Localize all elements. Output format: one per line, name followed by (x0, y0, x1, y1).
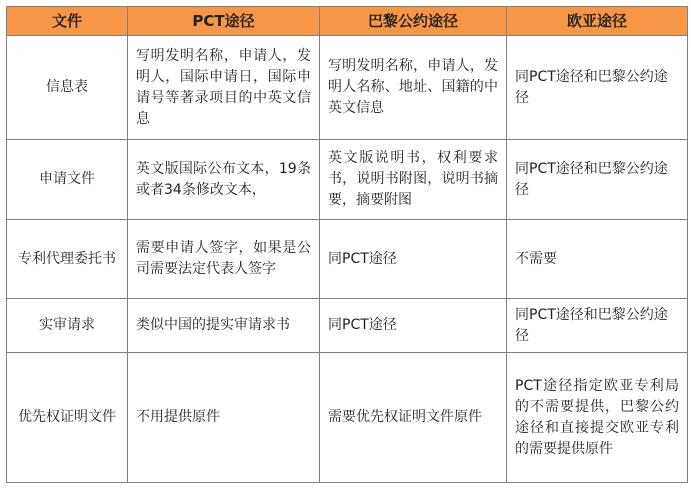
table-header-row (7, 7, 688, 36)
cell-paris: 同PCT途径 (320, 299, 507, 353)
cell-paris: 同PCT途径 (320, 220, 507, 299)
cell-document: 信息表 (7, 36, 128, 140)
cell-pct: 不用提供原件 (128, 353, 320, 483)
header-paris-route: 巴黎公约途径 (320, 7, 507, 36)
cell-eurasia: 同PCT途径和巴黎公约途径 (507, 299, 688, 353)
table-row (7, 299, 688, 353)
cell-document: 优先权证明文件 (7, 353, 128, 483)
cell-paris: 写明发明名称，申请人，发明人名称、地址、国籍的中英文信息 (320, 36, 507, 140)
header-eurasia-route: 欧亚途径 (507, 7, 688, 36)
table-row (7, 353, 688, 483)
cell-pct: 写明发明名称，申请人，发明人，国际申请日，国际申请号等著录项目的中英文信息 (128, 36, 320, 140)
cell-eurasia: 同PCT途径和巴黎公约途径 (507, 36, 688, 140)
cell-pct: 类似中国的提实审请求书 (128, 299, 320, 353)
cell-eurasia: PCT途径指定欧亚专利局的不需要提供，巴黎公约途径和直接提交欧亚专利的需要提供原件 (507, 353, 688, 483)
cell-paris: 英文版说明书，权利要求书，说明书附图，说明书摘要，摘要附图 (320, 140, 507, 220)
header-document: 文件 (7, 7, 128, 36)
cell-paris: 需要优先权证明文件原件 (320, 353, 507, 483)
cell-pct: 需要申请人签字，如果是公司需要法定代表人签字 (128, 220, 320, 299)
cell-document: 专利代理委托书 (7, 220, 128, 299)
cell-pct: 英文版国际公布文本，19条或者34条修改文本， (128, 140, 320, 220)
cell-document: 申请文件 (7, 140, 128, 220)
table-row (7, 140, 688, 220)
comparison-table-container (6, 6, 688, 483)
table-row (7, 220, 688, 299)
cell-document: 实审请求 (7, 299, 128, 353)
filing-route-comparison-table (6, 6, 688, 483)
header-pct-route: PCT途径 (128, 7, 320, 36)
table-row (7, 36, 688, 140)
cell-eurasia: 不需要 (507, 220, 688, 299)
cell-eurasia: 同PCT途径和巴黎公约途径 (507, 140, 688, 220)
